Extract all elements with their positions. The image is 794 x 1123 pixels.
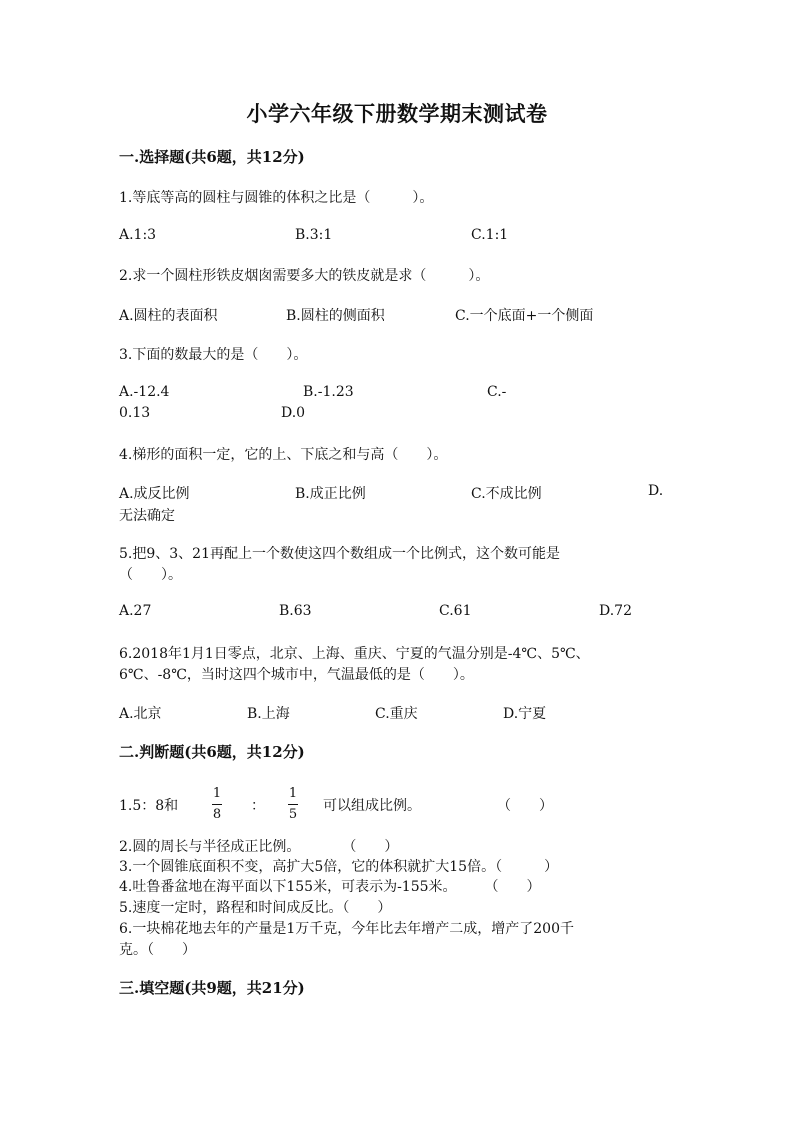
ratio-colon: ： bbox=[251, 798, 265, 814]
question-2-stem: 2.求一个圆柱形铁皮烟囱需要多大的铁皮就是求（ ）。 bbox=[119, 268, 490, 284]
judge-2: 2.圆的周长与半径成正比例。 （ ） bbox=[119, 839, 399, 855]
section-heading-judge: 二.判断题(共6题，共12分) bbox=[119, 743, 305, 761]
question-6-stem: 6.2018年1月1日零点，北京、上海、重庆、宁夏的气温分别是-4℃、5℃、 bbox=[119, 646, 590, 662]
question-5-option-d: D.72 bbox=[599, 603, 632, 619]
question-6-option-b: B.上海 bbox=[247, 706, 290, 722]
question-2-option-b: B.圆柱的侧面积 bbox=[286, 308, 385, 324]
judge-6-cont: 克。（ ） bbox=[119, 942, 196, 958]
question-5-option-c: C.61 bbox=[439, 603, 472, 619]
fraction-denominator: 8 bbox=[212, 807, 222, 822]
fraction-denominator: 5 bbox=[288, 807, 298, 822]
question-4-option-d-cont: 无法确定 bbox=[119, 508, 175, 524]
question-5-stem-cont: （ ）。 bbox=[119, 567, 182, 583]
question-1-option-a: A.1:3 bbox=[119, 227, 157, 243]
page-title: 小学六年级下册数学期末测试卷 bbox=[246, 101, 548, 126]
question-4-option-b: B.成正比例 bbox=[295, 486, 366, 502]
judge-1-prefix: 1.5：8和 bbox=[119, 798, 179, 814]
question-3-stem: 3.下面的数最大的是（ ）。 bbox=[119, 347, 308, 363]
question-1-option-c: C.1:1 bbox=[471, 227, 509, 243]
judge-1-suffix: 可以组成比例。 bbox=[323, 798, 421, 814]
question-4-option-d: D. bbox=[648, 483, 664, 499]
fraction-numerator: 1 bbox=[212, 786, 222, 801]
question-3-option-b: B.-1.23 bbox=[303, 384, 354, 400]
question-6-stem-cont: 6℃、-8℃，当时这四个城市中，气温最低的是（ ）。 bbox=[119, 667, 474, 683]
section-heading-choice: 一.选择题(共6题，共12分) bbox=[119, 148, 305, 166]
question-6-option-a: A.北京 bbox=[119, 706, 162, 722]
judge-1-answer-paren: （ ） bbox=[497, 798, 553, 814]
question-6-option-c: C.重庆 bbox=[375, 706, 418, 722]
question-3-option-c-cont: 0.13 bbox=[119, 405, 151, 421]
question-2-option-a: A.圆柱的表面积 bbox=[119, 308, 218, 324]
fraction-one-fifth bbox=[288, 786, 298, 823]
question-5-stem: 5.把9、3、21再配上一个数使这四个数组成一个比例式，这个数可能是 bbox=[119, 546, 560, 562]
fraction-one-eighth bbox=[212, 786, 222, 823]
question-4-stem: 4.梯形的面积一定，它的上、下底之和与高（ ）。 bbox=[119, 447, 448, 463]
question-1-stem: 1.等底等高的圆柱与圆锥的体积之比是（ ）。 bbox=[119, 190, 434, 206]
question-3-option-c: C.- bbox=[487, 384, 507, 400]
question-3-option-a: A.-12.4 bbox=[119, 384, 170, 400]
section-heading-fill: 三.填空题(共9题，共21分) bbox=[119, 979, 305, 997]
fraction-bar bbox=[212, 804, 222, 805]
question-3-option-d: D.0 bbox=[281, 405, 306, 421]
question-6-option-d: D.宁夏 bbox=[503, 706, 547, 722]
judge-4: 4.吐鲁番盆地在海平面以下155米，可表示为-155米。 （ ） bbox=[119, 879, 541, 895]
question-1-option-b: B.3:1 bbox=[295, 227, 333, 243]
fraction-bar bbox=[288, 804, 298, 805]
fraction-numerator: 1 bbox=[288, 786, 298, 801]
question-2-option-c: C.一个底面+一个侧面 bbox=[455, 308, 594, 324]
question-5-option-b: B.63 bbox=[279, 603, 312, 619]
question-4-option-a: A.成反比例 bbox=[119, 486, 190, 502]
judge-5: 5.速度一定时，路程和时间成反比。（ ） bbox=[119, 900, 392, 916]
judge-6: 6.一块棉花地去年的产量是1万千克，今年比去年增产二成，增产了200千 bbox=[119, 921, 574, 937]
judge-3: 3.一个圆锥底面积不变，高扩大5倍，它的体积就扩大15倍。（ ） bbox=[119, 859, 559, 875]
question-5-option-a: A.27 bbox=[119, 603, 152, 619]
question-4-option-c: C.不成比例 bbox=[471, 486, 542, 502]
